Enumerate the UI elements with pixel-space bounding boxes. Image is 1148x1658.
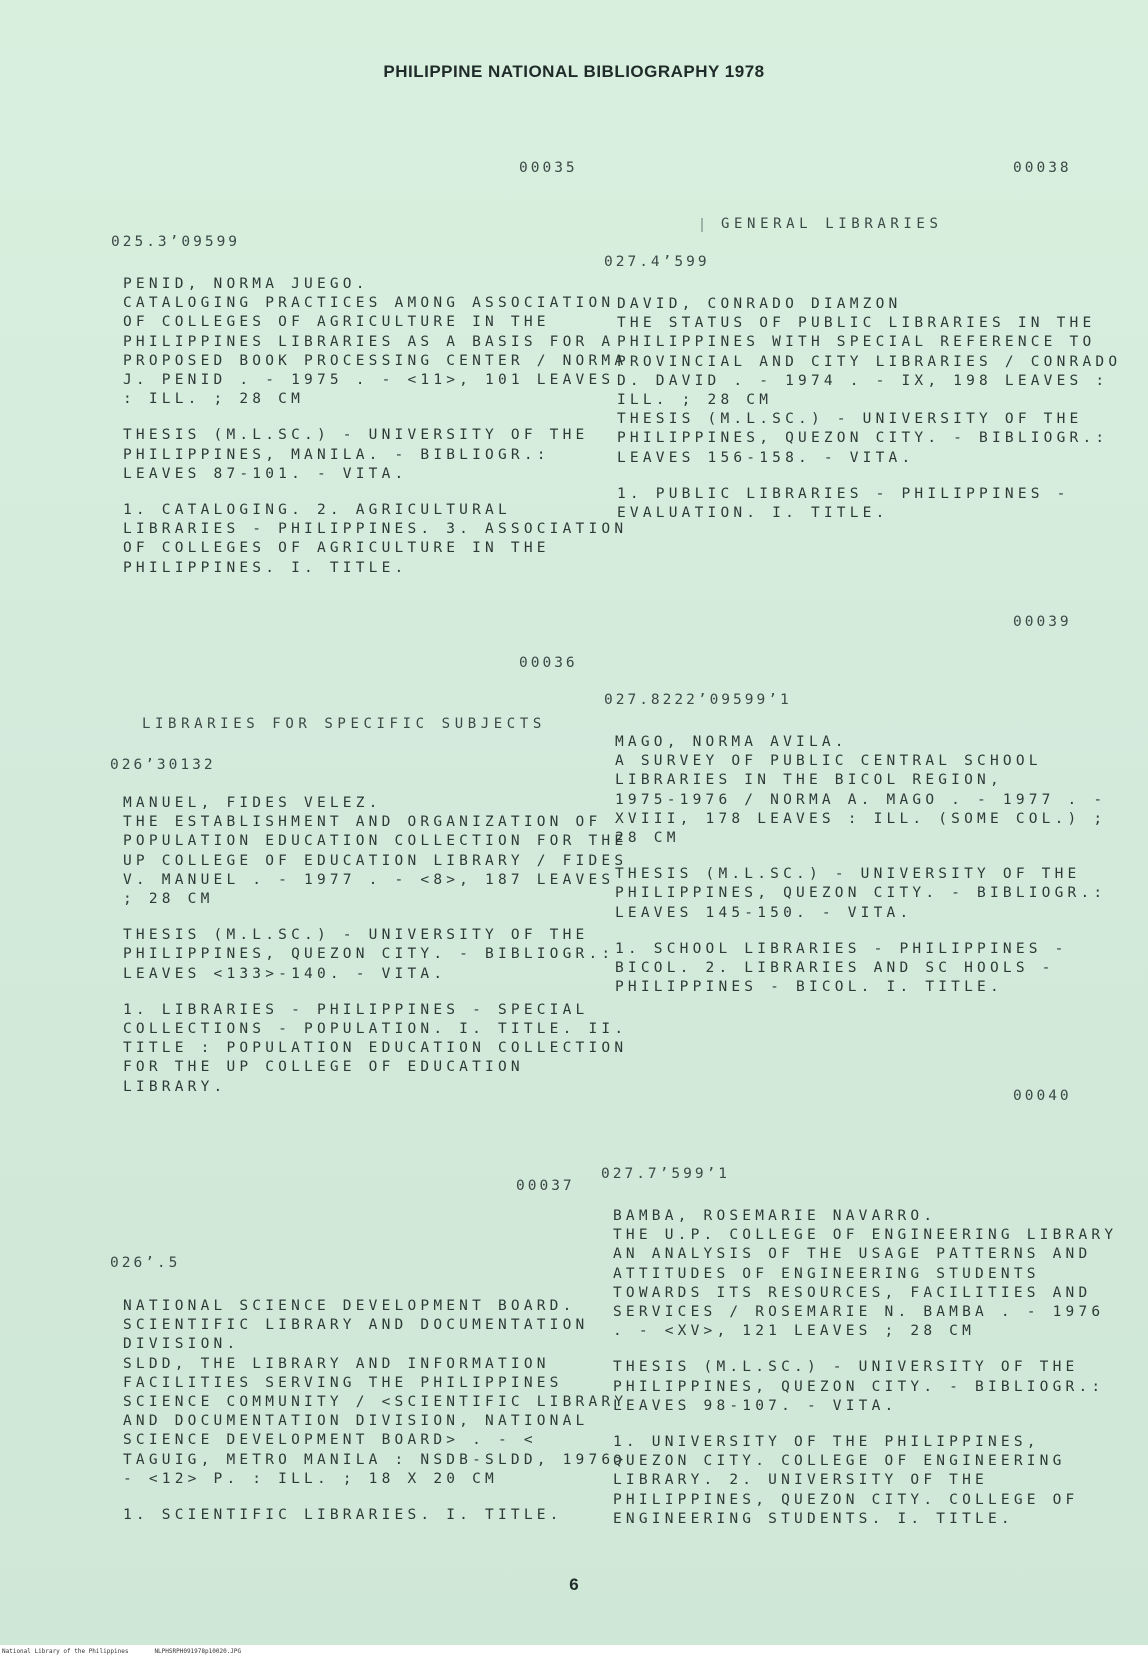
classification-number: 027.4’599 bbox=[604, 254, 710, 270]
entry-note: THESIS (M.L.SC.) - UNIVERSITY OF THE PHILIPPINES, QUEZON CITY. - BIBLIOGR.: LEAVES 145-150. - VITA. bbox=[615, 866, 1107, 921]
entry-subjects: 1. SCIENTIFIC LIBRARIES. I. TITLE. bbox=[123, 1507, 563, 1524]
bibliographic-entry bbox=[615, 733, 1106, 1014]
entry-number: 00040 bbox=[1013, 1088, 1072, 1104]
entry-subjects: 1. LIBRARIES - PHILIPPINES - SPECIAL COLLECTIONS - POPULATION. I. TITLE. II. TITLE : POPULATION EDUCATION COLLECTION FOR THE UP COLLEGE OF EDUCATION LIBRARY. bbox=[123, 1001, 628, 1095]
bibliographic-entry bbox=[617, 295, 1121, 540]
classification-number: 026’30132 bbox=[110, 757, 216, 773]
classification-number: 026’.5 bbox=[110, 1255, 181, 1271]
scan-footer bbox=[0, 1645, 1148, 1658]
entry-note: THESIS (M.L.SC.) - UNIVERSITY OF THE PHILIPPINES, QUEZON CITY. - BIBLIOGR.: LEAVES <133>-140. - VITA. bbox=[123, 927, 615, 982]
entry-subjects: 1. PUBLIC LIBRARIES - PHILIPPINES - EVALUATION. I. TITLE. bbox=[617, 485, 1070, 522]
section-heading: GENERAL LIBRARIES bbox=[721, 216, 943, 232]
page-number: 6 bbox=[569, 1575, 579, 1594]
footer-library: National Library of the Philippines bbox=[2, 1648, 129, 1655]
entry-number: 00036 bbox=[519, 655, 578, 671]
entry-number: 00038 bbox=[1013, 160, 1072, 176]
entry-description: NATIONAL SCIENCE DEVELOPMENT BOARD. SCIENTIFIC LIBRARY AND DOCUMENTATION DIVISION. SLDD, THE LIBRARY AND INFORMATION FACILITIES SERVING THE PHILIPPINES SCIENCE COMMUNITY / <SCIENTIFIC LIBRARY AND DOCUMENTATION DIVISION, NATIONAL SCIENCE DEVELOPMENT BOARD> . - < TAGUIG, METRO MANILA : NSDB-SLDD, 1976> - <12> P. : ILL. ; 18 X 20 CM bbox=[123, 1298, 628, 1487]
classification-number: 025.3’09599 bbox=[111, 234, 241, 250]
entry-subjects: 1. UNIVERSITY OF THE PHILIPPINES, QUEZON CITY. COLLEGE OF ENGINEERING LIBRARY. 2. UNIVERSITY OF THE PHILIPPINES, QUEZON CITY. COLLEGE OF ENGINEERING STUDENTS. I. TITLE. bbox=[613, 1434, 1079, 1527]
entry-note: THESIS (M.L.SC.) - UNIVERSITY OF THE PHILIPPINES, QUEZON CITY. - BIBLIOGR.: LEAVES 98-107. - VITA. bbox=[613, 1359, 1105, 1414]
classification-number: 027.7’599’1 bbox=[601, 1166, 731, 1182]
footer-reference: NLPHSRPH091978p10020.JPG bbox=[154, 1648, 242, 1655]
entry-subjects: 1. CATALOGING. 2. AGRICULTURAL LIBRARIES - PHILIPPINES. 3. ASSOCIATION OF COLLEGES OF AGRICULTURE IN THE PHILIPPINES. I. TITLE. bbox=[123, 502, 628, 576]
entry-description: MAGO, NORMA AVILA. A SURVEY OF PUBLIC CENTRAL SCHOOL LIBRARIES IN THE BICOL REGION, 1975-1976 / NORMA A. MAGO . - 1977 . - XVIII, 178 LEAVES : ILL. (SOME COL.) ; 28 CM bbox=[615, 734, 1107, 847]
entry-number: 00037 bbox=[516, 1178, 575, 1194]
entry-description: PENID, NORMA JUEGO. CATALOGING PRACTICES AMONG ASSOCIATION OF COLLEGES OF AGRICULTURE IN THE PHILIPPINES LIBRARIES AS A BASIS FOR A PROPOSED BOOK PROCESSING CENTER / NORMA J. PENID . - 1975 . - <11>, 101 LEAVES : ILL. ; 28 CM bbox=[123, 276, 628, 408]
page-header: PHILIPPINE NATIONAL BIBLIOGRAPHY 1978 bbox=[383, 62, 765, 81]
entry-number: 00035 bbox=[519, 160, 578, 176]
entry-number: 00039 bbox=[1013, 614, 1072, 630]
entry-description: BAMBA, ROSEMARIE NAVARRO. THE U.P. COLLEGE OF ENGINEERING LIBRARY AN ANALYSIS OF THE USAGE PATTERNS AND ATTITUDES OF ENGINEERING STUDENTS TOWARDS ITS RESOURCES, FACILITIES AND SERVICES / ROSEMARIE N. BAMBA . - 1976 . - <XV>, 121 LEAVES ; 28 CM bbox=[613, 1208, 1118, 1340]
entry-description: DAVID, CONRADO DIAMZON THE STATUS OF PUBLIC LIBRARIES IN THE PHILIPPINES WITH SPECIAL REFERENCE TO PROVINCIAL AND CITY LIBRARIES / CONRADO D. DAVID . - 1974 . - IX, 198 LEAVES : ILL. ; 28 CM THESIS (M.L.SC.) - UNIVERSITY OF THE PHILIPPINES, QUEZON CITY. - BIBLIOGR.: LEAVES 156-158. - VITA. bbox=[617, 296, 1122, 466]
bibliographic-entry bbox=[123, 1297, 627, 1542]
bibliographic-entry bbox=[613, 1207, 1117, 1546]
section-heading: LIBRARIES FOR SPECIFIC SUBJECTS bbox=[142, 716, 546, 732]
bibliographic-entry bbox=[123, 275, 627, 595]
entry-subjects: 1. SCHOOL LIBRARIES - PHILIPPINES - BICOL. 2. LIBRARIES AND SC HOOLS - PHILIPPINES - BICOL. I. TITLE. bbox=[615, 940, 1068, 996]
classification-number: 027.8222’09599’1 bbox=[604, 692, 792, 708]
bracket-mark bbox=[701, 218, 703, 232]
entry-note: THESIS (M.L.SC.) - UNIVERSITY OF THE PHILIPPINES, MANILA. - BIBLIOGR.: LEAVES 87-101. - VITA. bbox=[123, 427, 589, 482]
bibliographic-entry bbox=[123, 794, 627, 1114]
entry-description: MANUEL, FIDES VELEZ. THE ESTABLISHMENT AND ORGANIZATION OF POPULATION EDUCATION COLLECTION FOR THE UP COLLEGE OF EDUCATION LIBRARY / FIDES V. MANUEL . - 1977 . - <8>, 187 LEAVES ; 28 CM bbox=[123, 795, 628, 908]
